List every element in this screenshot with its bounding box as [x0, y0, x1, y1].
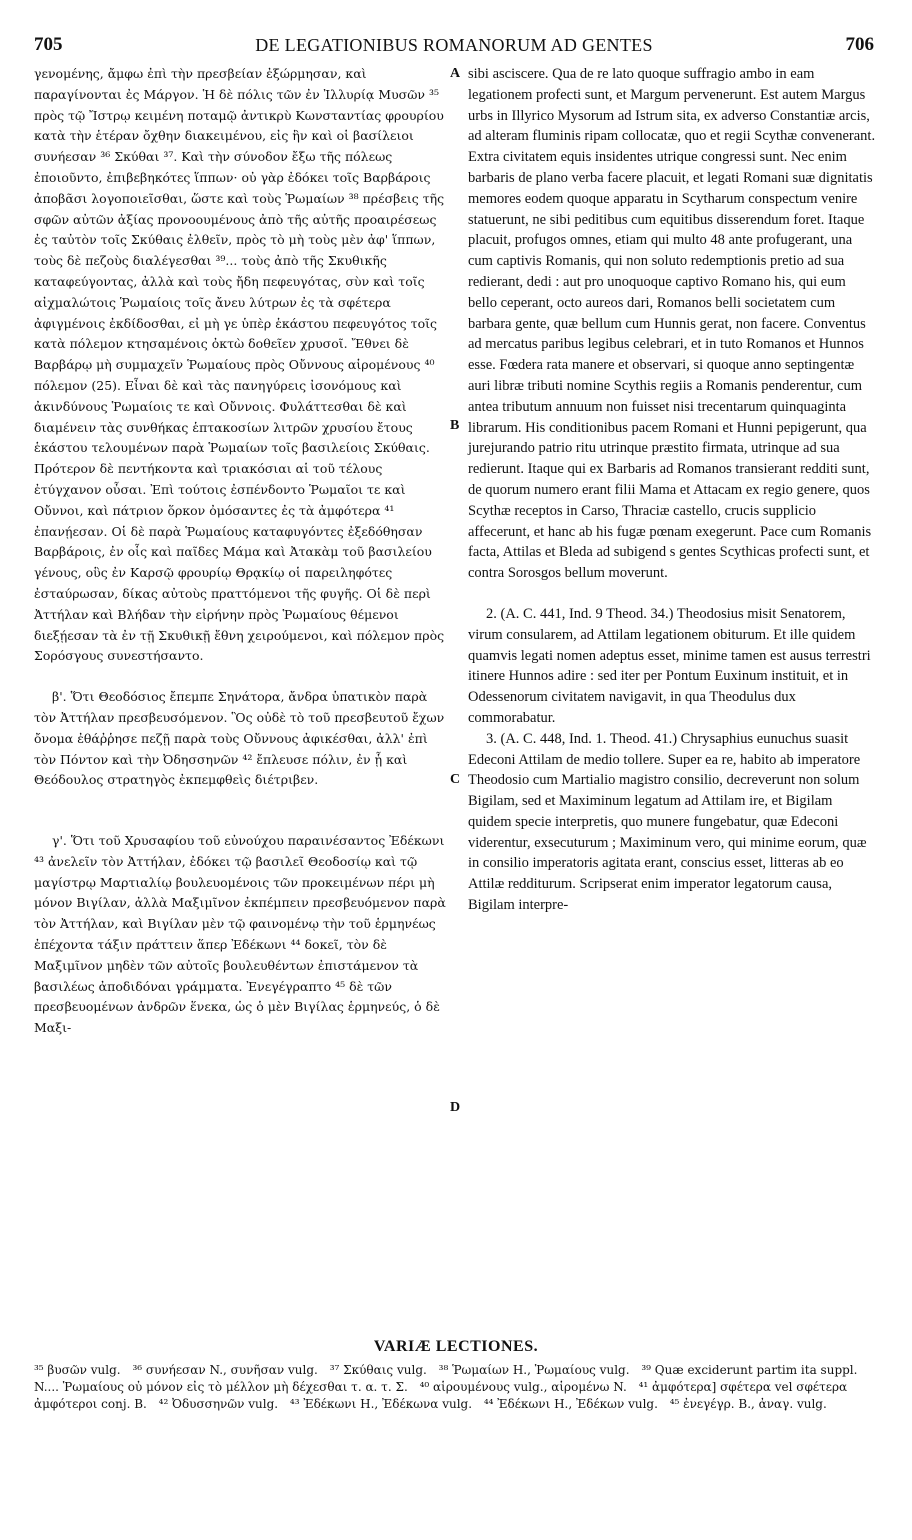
latin-paragraph-3: 3. (A. C. 448, Ind. 1. Theod. 41.) Chrysaphius eunuchus suasit Edeconi Attilam de medio tollere. Super ea re, habito ab imperatore Theodosio cum Martialio magistro consilio, decreverunt non solum Bigilam, sed et Maximinum legatum ad Attilam ire, et Bigilam quidem specie interpretis, quo munere fungebatur, quæ Edeconi viderentur, exsecuturum ; Maximinum vero, qui minime eorum, quæ in consilio imperatoris agitata erant, conscius esset, litteras ab eo Attilæ redditurum. Scripserat enim imperator legatorum causa, Bigilam interpre- — [468, 730, 867, 914]
note-44: ⁴⁴ Ἐδέκωνι H., Ἐδέκων vulg. — [483, 1397, 658, 1411]
page-number-right: 706 — [845, 34, 874, 55]
greek-paragraph-2: β'. Ὅτι Θεοδόσιος ἔπεμπε Σηνάτορα, ἄνδρα ὑπατικὸν παρὰ τὸν Ἀττήλαν πρεσβευσόμενον. Ὃς οὐδὲ τὸ τοῦ πρεσβευτοῦ ἔχων ὄνομα ἐθάῤῥησε πεζῇ παρὰ τοὺς Οὔννους ἀφικέσθαι, ἀλλ' ἐπὶ τὸν Πόντον καὶ τὴν Ὀδησσηνῶν ⁴² ἔπλευσε πόλιν, ἐν ᾗ καὶ Θεόδουλος στρατηγὸς ἐκπεμφθεὶς διέτριβεν. — [34, 689, 445, 788]
note-42: ⁴² Ὀδυσσηνῶν vulg. — [158, 1397, 279, 1411]
note-38: ³⁸ Ῥωμαίων H., Ῥωμαίους vulg. — [438, 1363, 630, 1377]
note-37: ³⁷ Σκύθαις vulg. — [329, 1363, 427, 1377]
note-41: ⁴¹ ἀμφότερα] σφέτερα vel σφέτερα ἀμφότεροι conj. B. — [34, 1380, 848, 1411]
note-36: ³⁶ συνήεσαν N., συνῆσαν vulg. — [132, 1363, 318, 1377]
page-number-left: 705 — [34, 34, 63, 55]
note-43: ⁴³ Ἐδέκωνι H., Ἐδέκωνα vulg. — [289, 1397, 473, 1411]
variae-lectiones-notes — [34, 1362, 876, 1413]
greek-column — [34, 64, 448, 1039]
margin-marker-d: D — [450, 1100, 461, 1115]
latin-paragraph-1: sibi asciscere. Qua de re lato quoque suffragio ambo in eam legationem profecti sunt, et Margum pervenerunt. Est autem Margus urbs in Illyrico Mysorum ad Istrum sita, ex adverso Constantiæ arcis, ad alteram fluminis ripam collocatæ, quo et regii Scythæ convenerant. Extra civitatem equis insidentes utrique congressi sunt. Nec enim barbaris de plano verba facere placuit, et legati Romani suæ dignitatis memores eodem quoque apparatu in Scytharum conspectum venire statuerunt, ne sibi peditibus cum equitibus disserendum foret. Itaque placuit, profugos omnes, etiam qui multo 48 ante profugerant, una cum captivis Romanis, qui non soluto redemptionis pretio ad sua redierant, dedi : aut pro unoquoque captivo Romano his, qui eum bello ceperant, octo aureos dari, Romanos belli societatem cum barbara gente, quæ bellum cum Hunnis gerat, non facere. Conventus ad mercatus paribus legibus celebrari, et in tuto Romanos et Hunnos esse. Fœdera rata manere et observari, si quoque anno septingentæ auri libræ tributi nomine Scythis regiis a Romanis penderentur, cum antea tributum annuum non fuisset nisi trecentarum quinquaginta librarum. His conditionibus pacem Romani et Hunni pepigerunt, qua jurejurando patrio ritu utrinque præstito firmata, utrinque ad sua redierunt. Itaque qui ex Barbaris ad Romanos transierant redditi sunt, de quorum numero erant filii Mama et Attacam ex regio genere, quos Scythæ receptos in Carso, Thraciæ castello, crucis supplicio affecerunt, et hanc ab his fugæ pœnam exegerunt. Pace cum Romanis facta, Attilas et Bleda ad subigend s gentes Scythicas profecti sunt, et contra Sorosgos bellum moverunt. — [468, 66, 876, 582]
greek-paragraph-1: γενομένης, ἄμφω ἐπὶ τὴν πρεσβείαν ἐξώρμησαν, καὶ παραγίνονται ἐς Μάργον. Ἡ δὲ πόλις τῶν ἐν Ἰλλυρίᾳ Μυσῶν ³⁵ πρὸς τῷ Ἴστρῳ κειμένη ποταμῷ ἀντικρὺ Κωνσταντίας φρουρίου κατὰ τὴν ἑτέραν ὄχθην διακειμένου, εἰς ἣν καὶ οἱ βασίλειοι συνήεσαν ³⁶ Σκύθαι ³⁷. Καὶ τὴν σύνοδον ἔξω τῆς πόλεως ἐποιοῦντο, ἐπιβεβηκότες ἵππων· οὐ γὰρ ἐδόκει τοῖς Βαρβάροις ἀποβᾶσι λογοποιεῖσθαι, ὥστε καὶ τοὺς Ῥωμαίων ³⁸ πρέσβεις τῆς σφῶν αὐτῶν ἀξίας προνοουμένους ἀπὸ τῆς αὐτῆς προαιρέσεως ἐς ταὐτὸν τοῖς Σκύθαις ἐλθεῖν, πρὸς τὸ μὴ τοὺς μὲν ἀφ' ἵππων, τοὺς δὲ πεζοὺς διαλέγεσθαι ³⁹... τοὺς ἀπὸ τῆς Σκυθικῆς καταφεύγοντας, ἀλλὰ καὶ τοὺς ἤδη πεφευγότας, σὺν καὶ τοῖς αἰχμαλώτοις Ῥωμαίοις τοῖς ἄνευ λύτρων ἐς τὰ σφέτερα ἀφιγμένοις ἐκδίδοσθαι, εἰ μὴ γε ὑπὲρ ἑκάστου πεφευγότος τοῖς κατὰ πόλεμον κτησαμένοις ὀκτὼ δοθεῖεν χρυσοῖ. Ἔθνει δὲ Βαρβάρῳ μὴ συμμαχεῖν Ῥωμαίους πρὸς Οὔννους αἱρομένους ⁴⁰ πόλεμον (25). Εἶναι δὲ καὶ τὰς πανηγύρεις ἰσονόμους καὶ ἀκινδύνους Ῥωμαίοις τε καὶ Οὔννοις. Φυλάττεσθαι δὲ καὶ διαμένειν τὰς συνθήκας ἑπτακοσίων λιτρῶν χρυσίου ἔτους ἑκάστου τελουμένων παρὰ Ῥωμαίων τοῖς βασιλείοις Σκύθαις. Πρότερον δὲ πεντήκοντα καὶ τριακόσιαι αἱ τοῦ τέλους ἐτύγχανον οὖσαι. Ἐπὶ τούτοις ἐσπένδοντο Ῥωμαῖοι τε καὶ Οὔννοι, καὶ πάτριον ὅρκον ὀμόσαντες ἐς τὰ ἀμφότερα ⁴¹ ἐπανῄεσαν. Οἱ δὲ παρὰ Ῥωμαίους καταφυγόντες ἐξεδόθησαν Βαρβάροις, ἐν οἷς καὶ παῖδες Μάμα καὶ Ἀτακὰμ τοῦ βασιλείου γένους, οὓς ἐν Καρσῷ φρουρίῳ Θρᾳκίῳ οἱ παρειληφότες ἐσταύρωσαν, δίκας αὐτοὺς πραττόμενοι τῆς φυγῆς. Οἱ δὲ περὶ Ἀττήλαν καὶ Βλήδαν τὴν εἰρήνην πρὸς Ῥωμαίους θέμενοι διεξῄεσαν τὰ ἐν τῇ Σκυθικῇ ἔθνη χειρούμενοι, καὶ πόλεμον πρὸς Σορόσγους συνεστήσαντο. — [34, 66, 445, 664]
running-title: DE LEGATIONIBUS ROMANORUM AD GENTES — [255, 35, 653, 55]
note-35: ³⁵ βυσῶν vulg. — [34, 1363, 121, 1377]
latin-paragraph-2: 2. (A. C. 441, Ind. 9 Theod. 34.) Theodosius misit Senatorem, virum consularem, ad Attilam legationem obiturum. Et ille quidem quamvis legati nomen adeptus esset, minime tamen est ausus terrestri itinere Hunnos adire : sed iter per Pontum Euxinum instituit, et in Odessenorum civitatem navigavit, in qua Theodulus dux commorabatur. — [468, 605, 871, 726]
latin-column — [468, 64, 876, 916]
note-40: ⁴⁰ αἱρουμένους vulg., αἱρομένω N. — [419, 1380, 627, 1394]
note-45: ⁴⁵ ἐνεγέγρ. B., ἀναγ. vulg. — [669, 1397, 827, 1411]
variae-lectiones-title: VARIÆ LECTIONES. — [373, 1338, 539, 1355]
greek-paragraph-3: γ'. Ὅτι τοῦ Χρυσαφίου τοῦ εὐνούχου παραινέσαντος Ἐδέκωνι ⁴³ ἀνελεῖν τὸν Ἀττήλαν, ἐδόκει τῷ βασιλεῖ Θεοδοσίῳ καὶ τῷ μαγίστρῳ Μαρτιαλίῳ βουλευομένοις τῶν προκειμένων πέρι μὴ μόνον Βιγίλαν, ἀλλὰ Μαξιμῖνον ἐκπέμπειν πρεσβευόμενον παρὰ τὸν Ἀττήλαν, καὶ Βιγίλαν μὲν τῷ φαινομένῳ τὴν τοῦ ἑρμηνέως ἐπέχοντα τάξιν πράττειν ἅπερ Ἐδέκωνι ⁴⁴ δοκεῖ, τὸν δὲ Μαξιμῖνον μηδὲν τῶν αὐτοῖς βουλευθέντων ἐπιστάμενον τὰ βασιλέως ἀποδιδόναι γράμματα. Ἐνεγέγραπτο ⁴⁵ δὲ τῶν πρεσβευομένων ἀνδρῶν ἕνεκα, ὡς ὁ μὲν Βιγίλας ἑρμηνεύς, ὁ δὲ Μαξι- — [34, 833, 446, 1036]
margin-marker-c: C — [450, 772, 461, 787]
note-39: ³⁹ Quæ exciderunt partim ita suppl. N.... Ῥωμαίους οὐ μόνον εἰς τὸ μέλλον μὴ δέχεσθαι τ. α. τ. Σ. — [34, 1363, 858, 1394]
margin-marker-b: B — [450, 418, 460, 433]
page-header — [34, 34, 874, 60]
margin-marker-a: A — [450, 66, 461, 81]
